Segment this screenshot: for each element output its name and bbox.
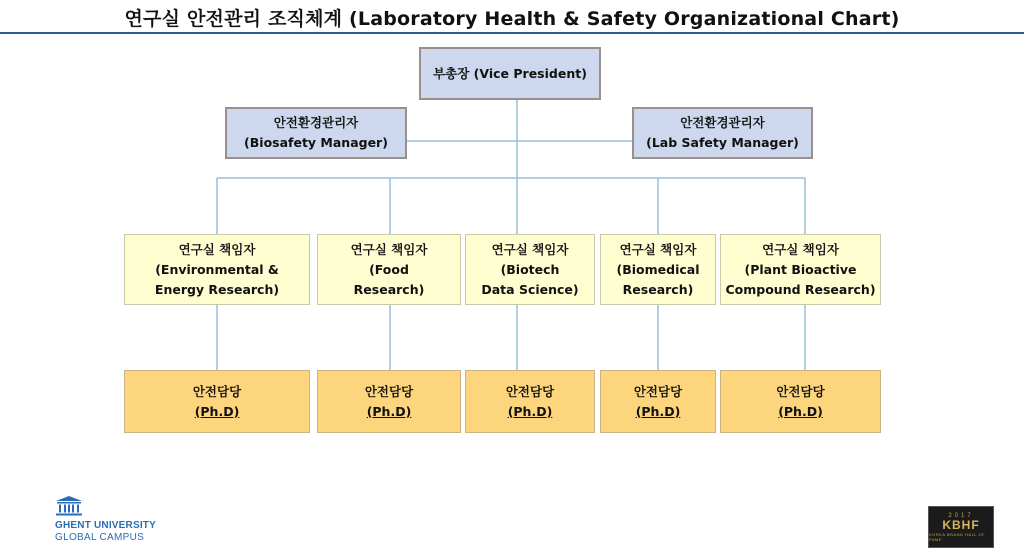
manager-title: 안전환경관리자 — [680, 115, 765, 130]
safety-officer-title: 안전담당 — [776, 383, 825, 399]
safety-officer-title: 안전담당 — [192, 383, 242, 399]
kbhf-subtitle: KOREA BRAND HALL OF FAME — [929, 531, 986, 542]
ghent-university-logo — [55, 496, 185, 544]
safety-officer-title: 안전담당 — [364, 383, 414, 399]
research-head-box — [317, 234, 461, 305]
research-head-box — [465, 234, 595, 305]
kbhf-wordmark: KBHF — [942, 517, 980, 532]
building-icon — [55, 496, 83, 516]
manager-title: 안전환경관리자 — [273, 115, 359, 130]
research-head-field: (Environmental & — [155, 261, 279, 277]
research-head-field: Research) — [353, 281, 425, 297]
research-head-title: 연구실 책임자 — [619, 241, 697, 257]
safety-officer-degree: (Ph.D) — [366, 403, 412, 419]
safety-officer-box — [317, 370, 461, 433]
research-head-field: Research) — [622, 281, 694, 297]
research-head-field: Energy Research) — [154, 281, 280, 297]
safety-officer-degree: (Ph.D) — [194, 403, 240, 419]
manager-role: (Lab Safety Manager) — [646, 135, 799, 150]
research-head-field: Compound Research) — [725, 281, 876, 297]
safety-officer-box — [124, 370, 310, 433]
safety-officer-box — [465, 370, 595, 433]
ghent-logo-line1: GHENT UNIVERSITY — [55, 520, 156, 531]
research-head-title: 연구실 책임자 — [491, 241, 569, 257]
safety-officer-title: 안전담당 — [505, 383, 555, 399]
research-head-field: (Biomedical — [616, 261, 700, 277]
kbhf-logo — [928, 506, 994, 548]
research-head-box — [124, 234, 310, 305]
safety-officer-degree: (Ph.D) — [635, 403, 681, 419]
page-title: 연구실 안전관리 조직체계 (Laboratory Health & Safety Organizational Chart) — [124, 8, 900, 30]
safety-officer-box — [600, 370, 716, 433]
research-head-field: (Biotech — [500, 261, 560, 277]
research-head-field: (Food — [369, 261, 409, 277]
biosafety-manager-box — [225, 107, 407, 159]
safety-officer-box — [720, 370, 881, 433]
vice-president-box — [419, 47, 601, 100]
research-head-title: 연구실 책임자 — [762, 241, 839, 257]
research-head-field: Data Science) — [481, 281, 579, 297]
vice-president-label: 부총장 (Vice President) — [433, 65, 587, 81]
safety-officer-degree: (Ph.D) — [778, 403, 823, 419]
research-head-field: (Plant Bioactive — [744, 261, 857, 277]
lab-safety-manager-box — [632, 107, 813, 159]
research-head-box — [720, 234, 881, 305]
safety-officer-degree: (Ph.D) — [507, 403, 553, 419]
kbhf-year: 2017 — [948, 512, 974, 519]
research-head-title: 연구실 책임자 — [178, 241, 256, 257]
safety-officer-title: 안전담당 — [633, 383, 683, 399]
research-head-box — [600, 234, 716, 305]
ghent-logo-line2: GLOBAL CAMPUS — [55, 532, 145, 543]
manager-role: (Biosafety Manager) — [244, 135, 388, 150]
research-head-title: 연구실 책임자 — [350, 241, 428, 257]
